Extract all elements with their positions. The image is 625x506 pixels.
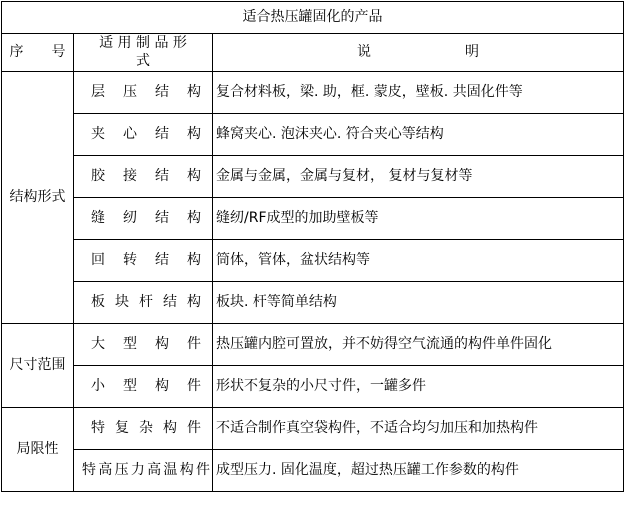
item-cell: 特 复 杂 构 件 — [74, 408, 213, 450]
products-table — [1, 1, 624, 492]
table-title: 适合热压罐固化的产品 — [2, 2, 624, 34]
item-cell: 胶 接 结 构 — [74, 156, 213, 198]
category-structure: 结构形式 — [2, 72, 74, 324]
note-cell: 形状不复杂的小尺寸件，一罐多件 — [213, 366, 624, 408]
table-row — [2, 156, 624, 198]
item-cell: 回 转 结 构 — [74, 240, 213, 282]
note-cell: 筒体，管体，盆状结构等 — [213, 240, 624, 282]
header-note: 说 明 — [213, 34, 624, 72]
note-cell: 蜂窝夹心. 泡沫夹心. 符合夹心等结构 — [213, 114, 624, 156]
item-cell: 大 型 构 件 — [74, 324, 213, 366]
item-cell: 层 压 结 构 — [74, 72, 213, 114]
item-cell: 缝 纫 结 构 — [74, 198, 213, 240]
table-row — [2, 114, 624, 156]
note-cell: 复合材料板，梁. 助，框. 蒙皮，壁板. 共固化件等 — [213, 72, 624, 114]
note-cell: 不适合制作真空袋构件，不适合均匀加压和加热构件 — [213, 408, 624, 450]
table-row — [2, 198, 624, 240]
note-cell: 板块. 杆等简单结构 — [213, 282, 624, 324]
table-row — [2, 408, 624, 450]
header-row — [2, 34, 624, 72]
item-cell: 板 块 杆 结 构 — [74, 282, 213, 324]
category-size: 尺寸范围 — [2, 324, 74, 408]
table-row — [2, 282, 624, 324]
table-row — [2, 240, 624, 282]
item-cell: 特高压力高温构件 — [74, 450, 213, 492]
note-cell: 成型压力. 固化温度，超过热压罐工作参数的构件 — [213, 450, 624, 492]
header-seq: 序 号 — [2, 34, 74, 72]
item-cell: 夹 心 结 构 — [74, 114, 213, 156]
category-limitation: 局限性 — [2, 408, 74, 492]
note-cell: 金属与金属，金属与复材， 复材与复材等 — [213, 156, 624, 198]
note-cell: 缝纫/RF成型的加助壁板等 — [213, 198, 624, 240]
table-row — [2, 324, 624, 366]
table-row — [2, 72, 624, 114]
table-row — [2, 366, 624, 408]
note-cell: 热压罐内腔可置放，并不妨得空气流通的构件单件固化 — [213, 324, 624, 366]
table-row — [2, 450, 624, 492]
header-form: 适 用 制 品 形 式 — [74, 34, 213, 72]
item-cell: 小 型 构 件 — [74, 366, 213, 408]
